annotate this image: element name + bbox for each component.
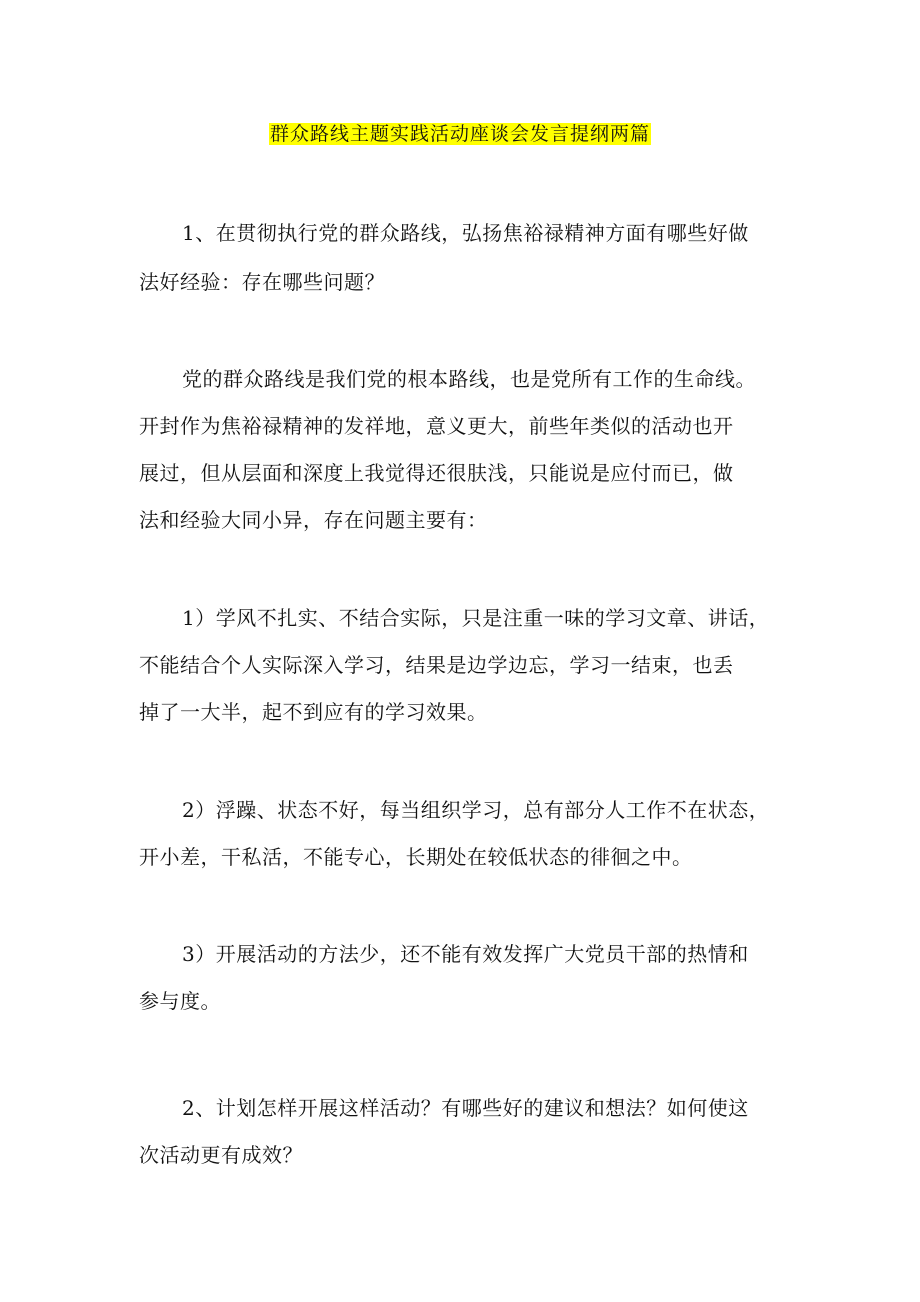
text-line: 2、计划怎样开展这样活动？有哪些好的建议和想法？如何使这 bbox=[182, 1096, 749, 1120]
document-title bbox=[0, 120, 920, 148]
text-line: 2）浮躁、状态不好，每当组织学习，总有部分人工作不在状态， bbox=[182, 798, 770, 822]
text-line: 法好经验：存在哪些问题？ bbox=[139, 270, 385, 294]
text-line: 1）学风不扎实、不结合实际，只是注重一味的学习文章、讲话， bbox=[182, 606, 770, 630]
text-line: 1、在贯彻执行党的群众路线，弘扬焦裕禄精神方面有哪些好做 bbox=[182, 221, 749, 245]
text-line: 党的群众路线是我们党的根本路线，也是党所有工作的生命线。 bbox=[182, 367, 756, 391]
text-line: 法和经验大同小异，存在问题主要有： bbox=[139, 508, 488, 532]
text-line: 开小差，干私活，不能专心，长期处在较低状态的徘徊之中。 bbox=[139, 845, 693, 869]
text-line: 次活动更有成效？ bbox=[139, 1143, 303, 1167]
text-line: 3）开展活动的方法少，还不能有效发挥广大党员干部的热情和 bbox=[182, 942, 749, 966]
text-line: 不能结合个人实际深入学习，结果是边学边忘，学习一结束，也丢 bbox=[139, 653, 734, 677]
text-line: 开封作为焦裕禄精神的发祥地，意义更大，前些年类似的活动也开 bbox=[139, 414, 734, 438]
text-line: 掉了一大半，起不到应有的学习效果。 bbox=[139, 700, 488, 724]
text-line: 参与度。 bbox=[139, 989, 221, 1013]
document-title-text: 群众路线主题实践活动座谈会发言提纲两篇 bbox=[269, 123, 650, 145]
text-line: 展过，但从层面和深度上我觉得还很肤浅，只能说是应付而已，做 bbox=[139, 461, 734, 485]
